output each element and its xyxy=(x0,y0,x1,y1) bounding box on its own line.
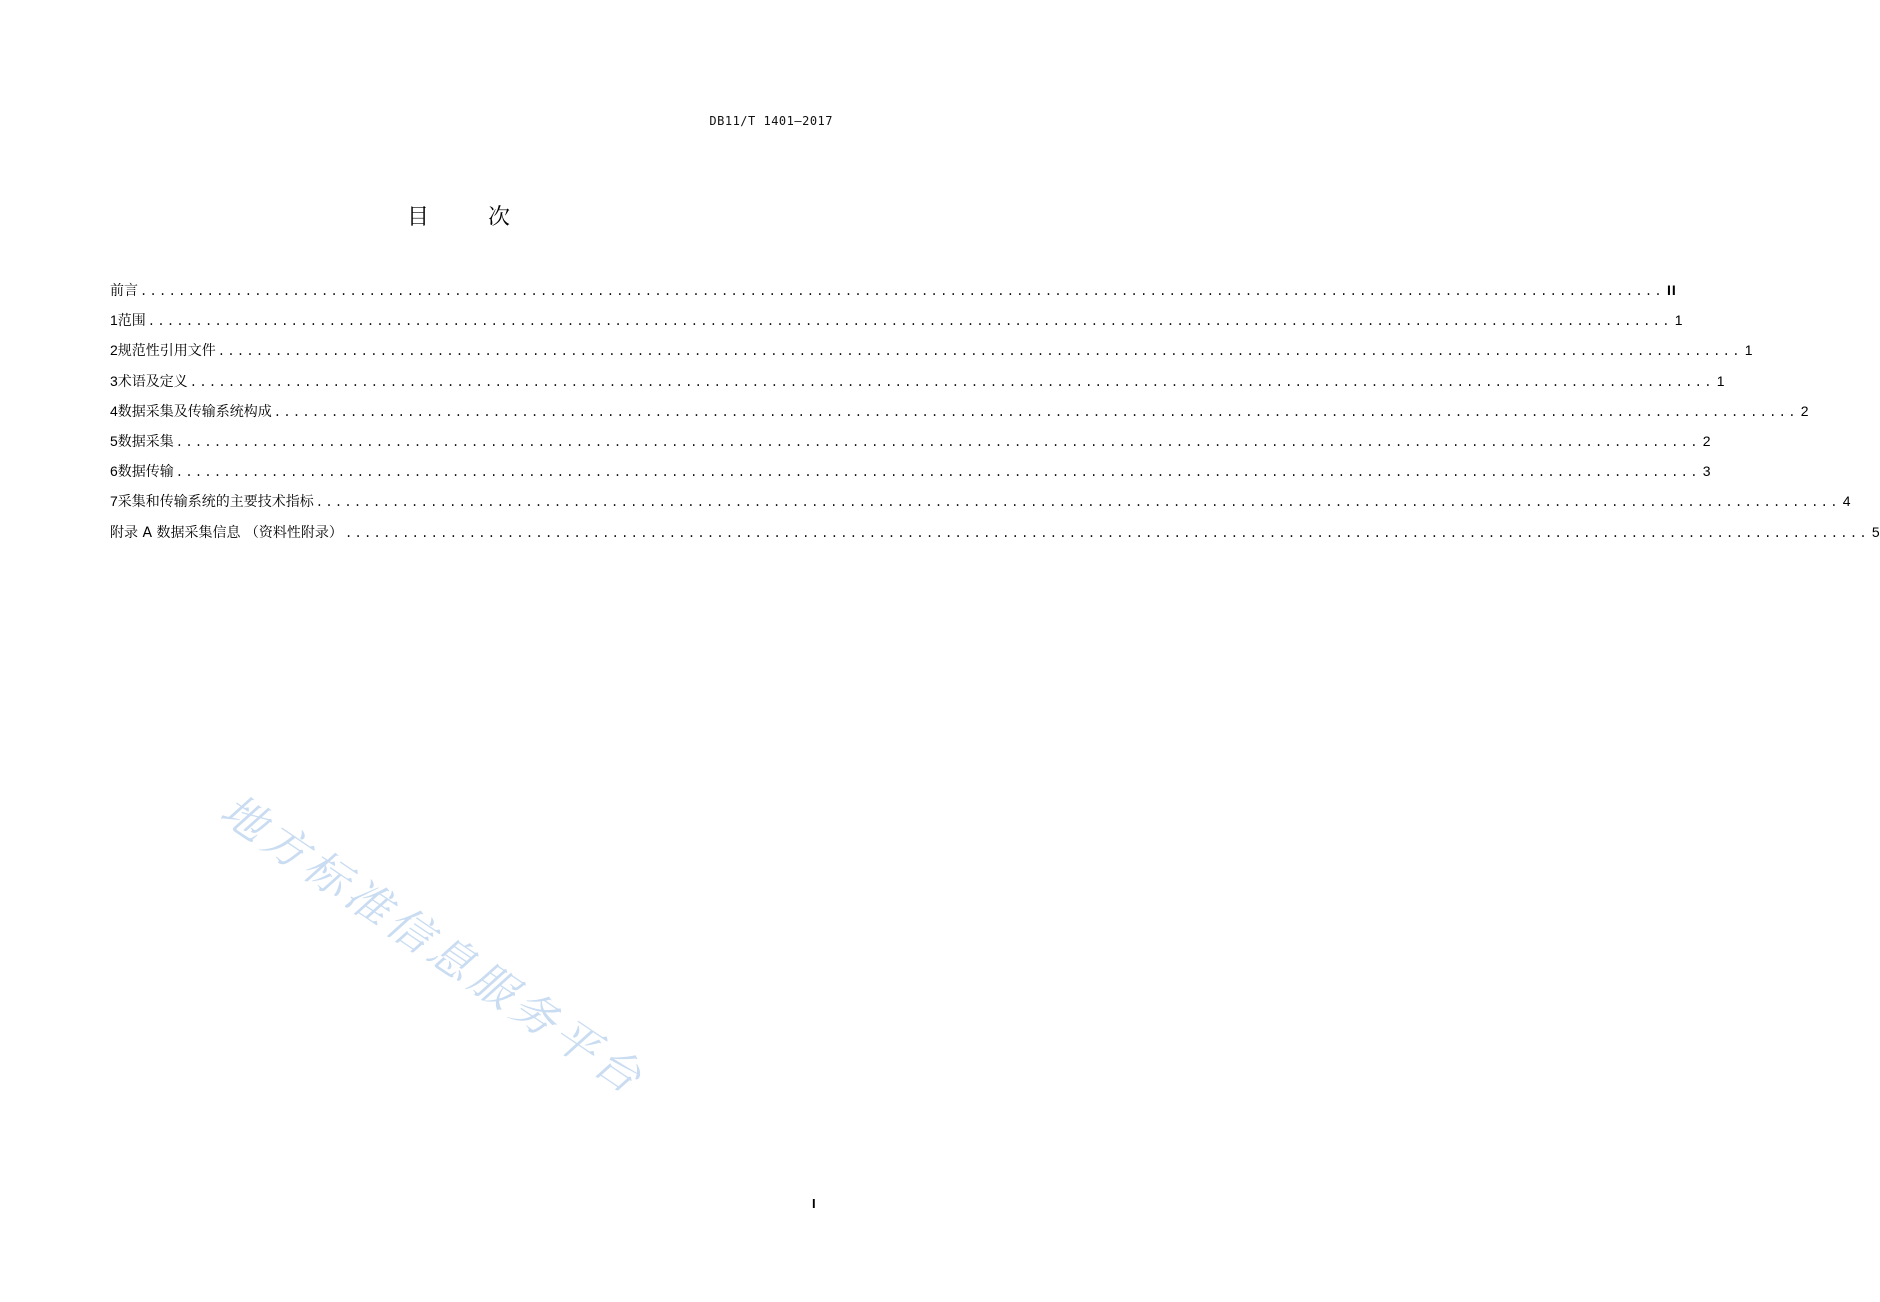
toc-entry-page: 3 xyxy=(1702,463,1711,480)
toc-entry-scope[interactable] xyxy=(110,308,1683,338)
toc-entry-label: 附录 A 数据采集信息 （资料性附录） xyxy=(110,524,343,541)
page-title: 目 次 xyxy=(407,205,536,230)
toc-entry-technical-indicators[interactable] xyxy=(110,489,1851,519)
toc-entry-page: 1 xyxy=(1674,312,1683,329)
toc-entry-label: 规范性引用文件 xyxy=(117,343,216,360)
toc-entry-label: 数据传输 xyxy=(117,464,174,481)
toc-leader-dots: ................................................................................................................................................................ xyxy=(315,495,1840,510)
toc-entry-number: 4 xyxy=(110,402,118,419)
toc-leader-dots: ................................................................................................................................................................ xyxy=(344,525,1869,540)
watermark: 地方标准信息服务平台 xyxy=(211,784,655,1107)
toc-leader-dots: ................................................................................................................................................................ xyxy=(273,404,1798,419)
toc-entry-number: 7 xyxy=(110,493,118,510)
toc-entry-page: 4 xyxy=(1842,493,1851,510)
toc-entry-terms[interactable] xyxy=(110,369,1725,399)
toc-entry-label: 术语及定义 xyxy=(117,373,188,390)
toc-leader-dots: ................................................................................................................................................................ xyxy=(189,374,1714,389)
toc-leader-dots: ................................................................................................................................................................ xyxy=(175,465,1700,480)
toc-entry-page: 1 xyxy=(1716,372,1725,389)
document-code: DB11/T 1401—2017 xyxy=(709,114,833,128)
toc-entry-label: 范围 xyxy=(117,313,146,330)
toc-leader-dots: ................................................................................................................................................................ xyxy=(140,284,1664,298)
toc-entry-page: 5 xyxy=(1871,523,1880,540)
toc-leader-dots: ................................................................................................................................................................ xyxy=(147,314,1672,329)
toc-entry-number: 5 xyxy=(110,432,118,449)
toc-entry-label: 采集和传输系统的主要技术指标 xyxy=(117,494,314,511)
toc-entry-system-composition[interactable] xyxy=(110,399,1809,429)
toc-entry-normative-references[interactable] xyxy=(110,338,1753,368)
toc-entry-page: II xyxy=(1666,282,1677,298)
toc-entry-number: 1 xyxy=(110,312,118,329)
toc-entry-foreword[interactable] xyxy=(110,278,1677,308)
toc-entry-number: 6 xyxy=(110,463,118,480)
toc-entry-label: 数据采集及传输系统构成 xyxy=(117,403,272,420)
toc-entry-data-transmission[interactable] xyxy=(110,459,1711,489)
page-number: I xyxy=(812,1196,816,1211)
toc-entry-number: 2 xyxy=(110,342,118,359)
toc-entry-page: 1 xyxy=(1744,342,1753,359)
toc-leader-dots: ................................................................................................................................................................ xyxy=(175,434,1700,449)
toc-entry-page: 2 xyxy=(1800,402,1809,419)
toc-entry-label: 前言 xyxy=(110,283,138,299)
toc-entry-number: 3 xyxy=(110,372,118,389)
toc-entry-data-collection[interactable] xyxy=(110,429,1711,459)
toc-entry-label: 数据采集 xyxy=(117,433,174,450)
table-of-contents xyxy=(110,278,1880,550)
toc-entry-appendix-a[interactable] xyxy=(110,520,1880,550)
toc-entry-page: 2 xyxy=(1702,432,1711,449)
toc-leader-dots: ................................................................................................................................................................ xyxy=(217,344,1742,359)
